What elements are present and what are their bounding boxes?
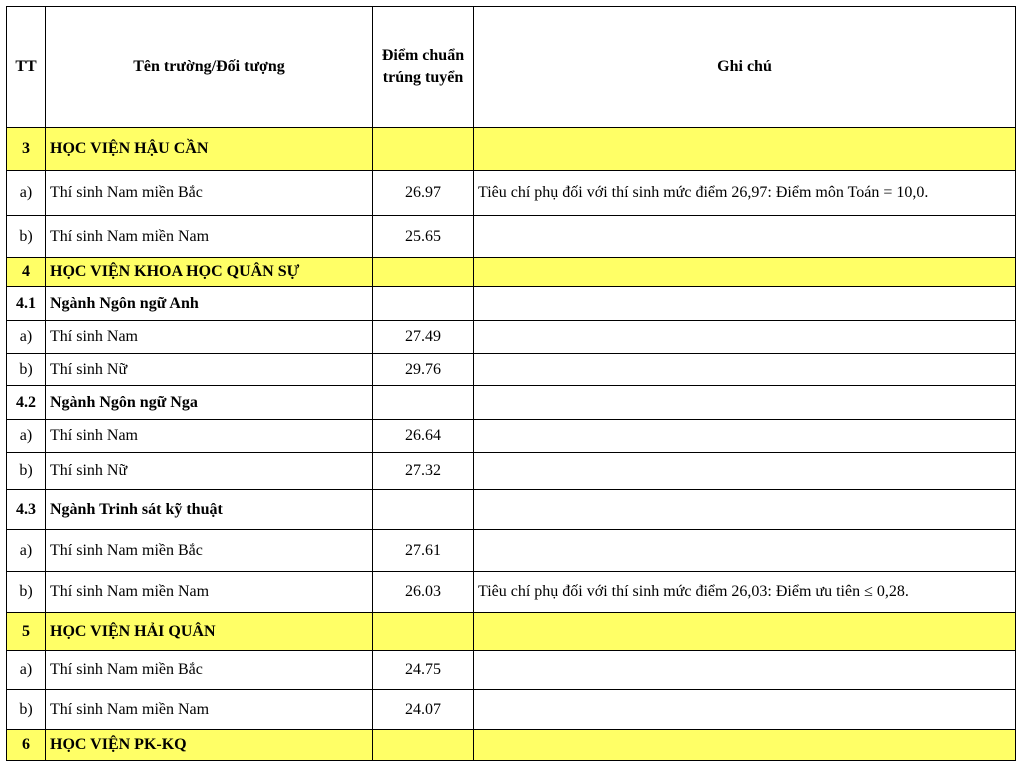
row-index: 5 [7,613,46,651]
row-name: HỌC VIỆN KHOA HỌC QUÂN SỰ [46,258,373,287]
major-row [7,386,1016,420]
table-row [7,651,1016,690]
row-score [373,490,474,530]
row-name: Thí sinh Nữ [46,354,373,386]
row-note [474,420,1016,453]
row-name: Thí sinh Nam [46,420,373,453]
table-row [7,420,1016,453]
row-note [474,490,1016,530]
row-index: a) [7,420,46,453]
table-row [7,216,1016,258]
row-note [474,453,1016,490]
row-name: Thí sinh Nam miền Nam [46,572,373,613]
row-score: 26.97 [373,171,474,216]
row-note [474,258,1016,287]
row-index: b) [7,453,46,490]
row-name: Thí sinh Nữ [46,453,373,490]
row-score: 26.03 [373,572,474,613]
row-name: Thí sinh Nam miền Bắc [46,651,373,690]
row-score: 25.65 [373,216,474,258]
row-index: b) [7,572,46,613]
major-row [7,490,1016,530]
row-score [373,287,474,321]
row-note [474,128,1016,171]
row-index: 6 [7,730,46,761]
row-score [373,128,474,171]
row-score: 29.76 [373,354,474,386]
school-row [7,258,1016,287]
row-index: b) [7,216,46,258]
row-name: Ngành Ngôn ngữ Anh [46,287,373,321]
row-note [474,386,1016,420]
row-score [373,613,474,651]
row-note [474,730,1016,761]
major-row [7,287,1016,321]
table-row [7,690,1016,730]
row-score [373,258,474,287]
row-name: Thí sinh Nam miền Bắc [46,171,373,216]
school-row [7,730,1016,761]
school-row [7,128,1016,171]
table-row [7,354,1016,386]
row-index: 4.2 [7,386,46,420]
row-name: HỌC VIỆN HẬU CẦN [46,128,373,171]
table-row [7,453,1016,490]
row-note [474,690,1016,730]
row-name: Thí sinh Nam miền Nam [46,216,373,258]
table-row [7,572,1016,613]
row-score: 24.75 [373,651,474,690]
row-note [474,651,1016,690]
row-index: b) [7,354,46,386]
header-score: Điểm chuẩn trúng tuyển [373,7,474,128]
school-row [7,613,1016,651]
table-row [7,530,1016,572]
table-row [7,171,1016,216]
row-index: a) [7,171,46,216]
row-index: 4.1 [7,287,46,321]
row-index: 4.3 [7,490,46,530]
row-score: 27.61 [373,530,474,572]
row-name: HỌC VIỆN HẢI QUÂN [46,613,373,651]
row-note: Tiêu chí phụ đối với thí sinh mức điểm 26,97: Điểm môn Toán = 10,0. [474,171,1016,216]
admission-scores-table [6,6,1016,761]
table-row [7,321,1016,354]
row-note [474,216,1016,258]
row-note [474,613,1016,651]
row-score: 26.64 [373,420,474,453]
row-note [474,287,1016,321]
row-score [373,386,474,420]
row-name: Ngành Ngôn ngữ Nga [46,386,373,420]
table-body [7,128,1016,761]
row-score: 24.07 [373,690,474,730]
row-name: Thí sinh Nam [46,321,373,354]
row-score: 27.32 [373,453,474,490]
row-index: 3 [7,128,46,171]
table-header-row [7,7,1016,128]
row-score: 27.49 [373,321,474,354]
row-note [474,354,1016,386]
row-index: a) [7,651,46,690]
header-tt: TT [7,7,46,128]
row-name: Thí sinh Nam miền Bắc [46,530,373,572]
row-note [474,321,1016,354]
header-note: Ghi chú [474,7,1016,128]
row-index: a) [7,530,46,572]
row-index: a) [7,321,46,354]
row-name: Ngành Trinh sát kỹ thuật [46,490,373,530]
header-name: Tên trường/Đối tượng [46,7,373,128]
row-name: Thí sinh Nam miền Nam [46,690,373,730]
row-index: b) [7,690,46,730]
row-note [474,530,1016,572]
row-index: 4 [7,258,46,287]
row-note: Tiêu chí phụ đối với thí sinh mức điểm 26,03: Điểm ưu tiên ≤ 0,28. [474,572,1016,613]
row-name: HỌC VIỆN PK-KQ [46,730,373,761]
row-score [373,730,474,761]
